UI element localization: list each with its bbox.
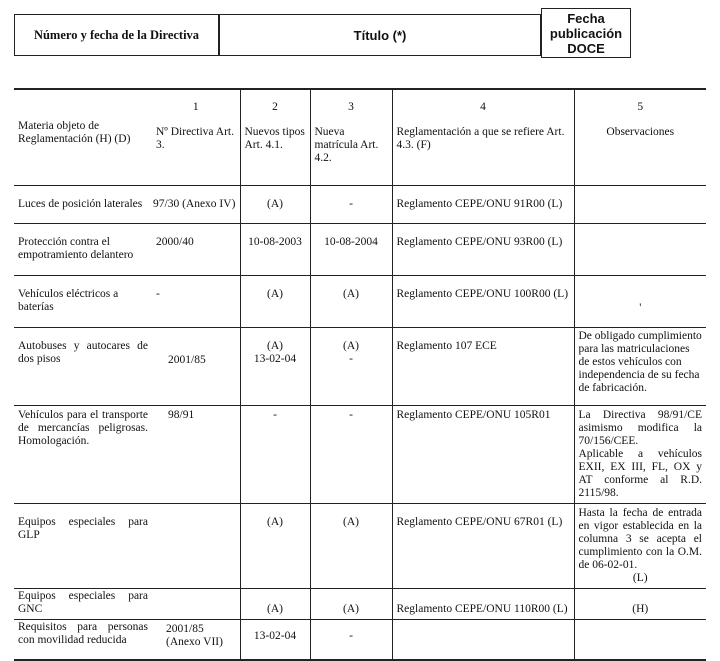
table-row <box>14 620 706 660</box>
cell-nueva-matricula-a: (A) <box>343 340 359 352</box>
cell-nueva-matricula: 10-08-2004 <box>310 224 392 276</box>
header-directiva <box>152 89 240 186</box>
cell-directiva: 2001/85 (Anexo VII) <box>152 620 240 660</box>
cell-observaciones <box>574 186 706 224</box>
cell-observaciones <box>574 406 706 504</box>
cell-directiva: 2000/40 <box>152 224 240 276</box>
cell-nueva-matricula: (A) <box>310 276 392 328</box>
column-number-1: 1 <box>192 101 199 113</box>
cell-nuevos-tipos: 10-08-2003 <box>240 224 310 276</box>
cell-directiva: - <box>152 276 240 328</box>
cell-observaciones <box>574 224 706 276</box>
cell-nuevos-tipos: (A) <box>240 276 310 328</box>
header-nuevos-tipos-label: Nuevos tipos Art. 4.1. <box>244 126 305 151</box>
cell-nuevos-tipos: 13-02-04 <box>240 620 310 660</box>
cell-observaciones <box>574 620 706 660</box>
cell-observaciones-p2: Aplicable a vehículos EXII, EX III, FL, OX y AT conforme al R.D. 2115/98. <box>578 448 702 499</box>
header-reglamentacion-label: Reglamentación a que se refiere Art. 4.3. (F) <box>396 126 565 151</box>
header-nuevos-tipos <box>240 89 310 186</box>
cell-materia: Equipos especiales para GLP <box>14 504 152 589</box>
cell-observaciones-p2: (L) <box>632 572 648 584</box>
cell-nueva-matricula: (A) <box>310 589 392 620</box>
cell-nuevos-tipos: - <box>240 406 310 504</box>
reglamentacion-table <box>14 88 706 661</box>
header-titulo: Título (*) <box>219 14 541 56</box>
cell-observaciones: ' <box>574 276 706 328</box>
cell-nuevos-tipos-date: 13-02-04 <box>253 353 297 365</box>
table-row <box>14 186 706 224</box>
cell-nuevos-tipos: (A) <box>240 186 310 224</box>
table-header-row <box>14 89 706 186</box>
cell-reglamentacion <box>392 620 574 660</box>
column-number-2: 2 <box>272 101 278 113</box>
cell-reglamentacion: Reglamento CEPE/ONU 100R00 (L) <box>392 276 574 328</box>
cell-nueva-matricula-dash: - <box>349 353 353 365</box>
header-numero-fecha: Número y fecha de la Directiva <box>14 14 219 56</box>
cell-reglamentacion: Reglamento CEPE/ONU 93R00 (L) <box>392 224 574 276</box>
cell-materia: Vehículos eléctricos a baterías <box>14 276 152 328</box>
header-reglamentacion <box>392 89 574 186</box>
cell-materia: Autobuses y autocares de dos pisos <box>14 328 152 406</box>
cell-nueva-matricula: (A) <box>310 504 392 589</box>
cell-directiva <box>152 589 240 620</box>
cell-materia: Vehículos para el transporte de mercancías peligrosas. Homologación. <box>14 406 152 504</box>
column-number-5: 5 <box>637 101 644 113</box>
header-nueva-matricula <box>310 89 392 186</box>
cell-observaciones: (H) <box>574 589 706 620</box>
table-row <box>14 276 706 328</box>
header-nueva-matricula-label: Nueva matrícula Art. 4.2. <box>314 126 379 164</box>
table-row <box>14 504 706 589</box>
cell-nuevos-tipos: (A) <box>240 589 310 620</box>
cell-observaciones: De obligado cumplimiento para las matriculaciones de estos vehículos con independencia de su fecha de fabricación. <box>574 328 706 406</box>
cell-observaciones-p1: Hasta la fecha de entrada en vigor establecida en la columna 3 se acepta el cumplimiento con la O.M. de 06-02-01. <box>578 507 702 571</box>
cell-observaciones-p1: La Directiva 98/91/CE asimismo modifica la 70/156/CEE. <box>578 409 702 447</box>
cell-nueva-matricula: - <box>310 186 392 224</box>
cell-nueva-matricula: - <box>310 620 392 660</box>
cell-reglamentacion: Reglamento CEPE/ONU 91R00 (L) <box>392 186 574 224</box>
cell-directiva: 2001/85 <box>152 328 240 406</box>
cell-nuevos-tipos <box>240 328 310 406</box>
cell-observaciones <box>574 504 706 589</box>
table-row <box>14 589 706 620</box>
header-observaciones <box>574 89 706 186</box>
cell-nueva-matricula <box>310 328 392 406</box>
cell-nuevos-tipos-a: (A) <box>267 340 283 352</box>
cell-nueva-matricula: - <box>310 406 392 504</box>
cell-directiva: 97/30 (Anexo IV) <box>152 186 240 224</box>
cell-materia: Requisitos para personas con movilidad reducida <box>14 620 152 660</box>
table-row <box>14 328 706 406</box>
cell-materia: Protección contra el empotramiento delantero <box>14 224 152 276</box>
cell-materia: Luces de posición laterales <box>14 186 152 224</box>
cell-reglamentacion: Reglamento 107 ECE <box>392 328 574 406</box>
cell-directiva: 98/91 <box>152 406 240 504</box>
column-number-4: 4 <box>480 101 486 113</box>
table-row <box>14 224 706 276</box>
cell-directiva <box>152 504 240 589</box>
cell-nuevos-tipos: (A) <box>240 504 310 589</box>
header-observaciones-label: Observaciones <box>606 126 675 138</box>
cell-reglamentacion: Reglamento CEPE/ONU 110R00 (L) <box>392 589 574 620</box>
header-materia-label: Materia objeto de Reglamentación (H) (D) <box>18 120 131 145</box>
cell-materia: Equipos especiales para GNC <box>14 589 152 620</box>
column-number-3: 3 <box>348 101 354 113</box>
cell-reglamentacion: Reglamento CEPE/ONU 67R01 (L) <box>392 504 574 589</box>
table-row <box>14 406 706 504</box>
cell-reglamentacion: Reglamento CEPE/ONU 105R01 <box>392 406 574 504</box>
header-directiva-label: Nº Directiva Art. 3. <box>156 126 234 151</box>
header-fecha-publicacion: Fecha publicación DOCE <box>541 8 631 58</box>
header-materia <box>14 89 152 186</box>
